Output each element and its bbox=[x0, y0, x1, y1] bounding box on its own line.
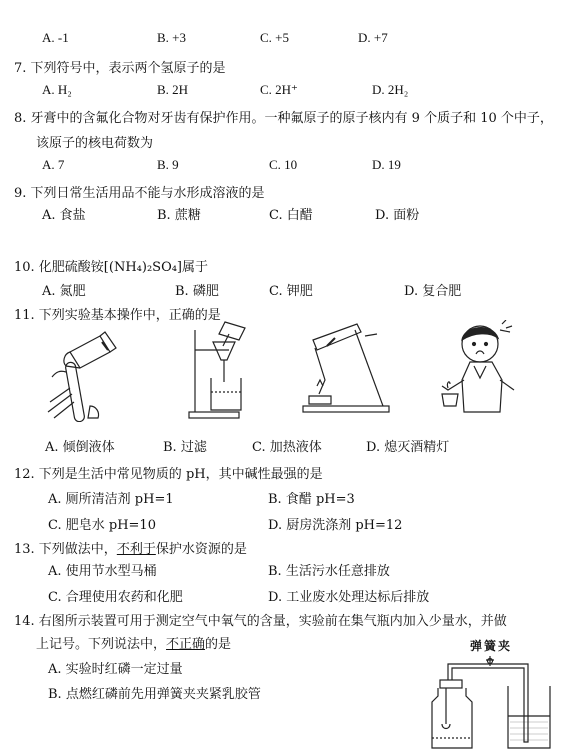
q13-option-a: A. 使用节水型马桶 bbox=[48, 564, 157, 579]
spring-clip-label: 弹簧夹 bbox=[470, 639, 513, 653]
q8-stem-line1: 8. 牙膏中的含氟化合物对牙齿有保护作用。一种氟原子的原子核内有 9 个质子和 10 个中子， bbox=[14, 111, 553, 126]
q14-option-a: A. 实验时红磷一定过量 bbox=[48, 662, 183, 677]
filtration-figure bbox=[185, 320, 255, 420]
q11-option-b: B. 过滤 bbox=[163, 440, 207, 455]
q11-option-a: A. 倾倒液体 bbox=[45, 440, 115, 455]
q9-stem: 9. 下列日常生活用品不能与水形成溶液的是 bbox=[14, 186, 265, 201]
q8-option-d: D. 19 bbox=[372, 157, 401, 172]
q8-option-a: A. 7 bbox=[42, 157, 65, 172]
q14-stem-line2-pre: 上记号。下列说法中， bbox=[36, 637, 167, 652]
pouring-liquid-figure bbox=[30, 322, 130, 422]
oxygen-measurement-apparatus-figure bbox=[428, 652, 552, 750]
q6-option-a: A. -1 bbox=[42, 30, 69, 45]
q10-option-b: B. 磷肥 bbox=[175, 284, 219, 299]
q13-option-c: C. 合理使用农药和化肥 bbox=[48, 590, 183, 605]
q9-option-c: C. 白醋 bbox=[269, 208, 313, 223]
q12-option-a: A. 厕所清洁剂 pH=1 bbox=[48, 492, 174, 507]
q10-stem: 10. 化肥硫酸铵[(NH₄)₂SO₄]属于 bbox=[14, 260, 209, 275]
q9-option-d: D. 面粉 bbox=[375, 208, 420, 223]
q11-option-c: C. 加热液体 bbox=[252, 440, 322, 455]
q14-stem-line2-post: 的是 bbox=[205, 637, 232, 652]
q6-option-b: B. +3 bbox=[157, 30, 187, 45]
heating-liquid-figure bbox=[295, 320, 395, 420]
q9-option-a: A. 食盐 bbox=[42, 208, 86, 223]
q10-option-a: A. 氮肥 bbox=[42, 284, 86, 299]
q7-option-c: C. 2H⁺ bbox=[260, 82, 298, 97]
q10-option-c: C. 钾肥 bbox=[269, 284, 313, 299]
q14-stem-emphasis: 不正确 bbox=[166, 637, 206, 652]
q13-option-b: B. 生活污水任意排放 bbox=[268, 564, 390, 579]
q14-stem-line2 bbox=[36, 633, 231, 652]
q13-stem-post: 保护水资源的是 bbox=[155, 542, 247, 557]
q8-stem-line2: 该原子的核电荷数为 bbox=[36, 136, 154, 151]
q13-stem bbox=[14, 538, 247, 557]
q8-option-c: C. 10 bbox=[269, 157, 298, 172]
q6-option-d: D. +7 bbox=[358, 30, 388, 45]
q7-option-d: D. 2H₂ bbox=[372, 82, 409, 97]
q14-stem-line1: 14. 右图所示装置可用于测定空气中氧气的含量，实验前在集气瓶内加入少量水，并做 bbox=[14, 614, 507, 629]
q7-option-b: B. 2H bbox=[157, 82, 189, 97]
q8-option-b: B. 9 bbox=[157, 157, 179, 172]
q13-stem-emphasis: 不利于 bbox=[116, 542, 156, 557]
q13-option-d: D. 工业废水处理达标后排放 bbox=[268, 590, 430, 605]
q12-option-c: C. 肥皂水 pH=10 bbox=[48, 518, 156, 533]
q7-stem: 7. 下列符号中，表示两个氢原子的是 bbox=[14, 61, 226, 76]
q11-stem: 11. 下列实验基本操作中，正确的是 bbox=[14, 308, 221, 323]
q9-option-b: B. 蔗糖 bbox=[157, 208, 201, 223]
q11-option-d: D. 熄灭酒精灯 bbox=[366, 440, 450, 455]
q12-option-d: D. 厨房洗涤剂 pH=12 bbox=[268, 518, 403, 533]
q12-stem: 12. 下列是生活中常见物质的 pH，其中碱性最强的是 bbox=[14, 467, 323, 482]
q12-option-b: B. 食醋 pH=3 bbox=[268, 492, 355, 507]
q7-option-a: A. H₂ bbox=[42, 82, 72, 97]
extinguish-lamp-figure bbox=[440, 320, 520, 420]
q10-option-d: D. 复合肥 bbox=[404, 284, 462, 299]
q14-option-b: B. 点燃红磷前先用弹簧夹夹紧乳胶管 bbox=[48, 687, 261, 702]
q6-option-c: C. +5 bbox=[260, 30, 290, 45]
q13-stem-pre: 13. 下列做法中， bbox=[14, 542, 117, 557]
